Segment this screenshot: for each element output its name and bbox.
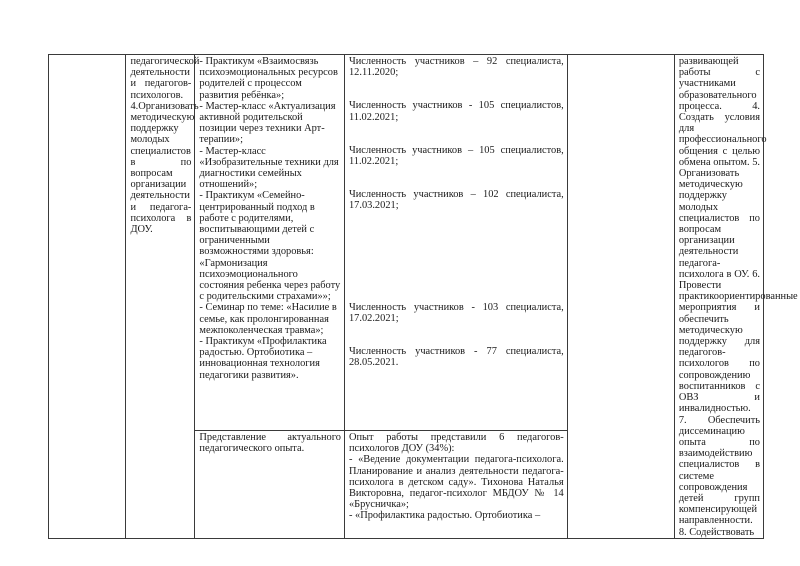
- participants-item: Численность участников - 103 специалиста, 17.02.2021;: [348, 301, 564, 324]
- experience-item: - «Профилактика радостью. Ортобиотика –: [348, 510, 541, 522]
- cell-empty-col5: [567, 55, 674, 539]
- tasks-text: педагогической деятельности и педагогов-психологов. 4.Организовать методическую поддержку молодых специалистов в по вопросам организации деятельности и педагога-психолога в ДОУ.: [130, 56, 200, 236]
- cell-participants: [344, 55, 567, 431]
- cell-empty-col1: [49, 55, 126, 539]
- event-item: - Семинар по теме: «Насилие в семье, как пролонгированная межпоколенческая травма»;: [199, 302, 337, 336]
- cell-experience-title: [195, 430, 345, 538]
- participants-item: Численность участников - 105 специалистов, 11.02.2021;: [348, 100, 564, 123]
- event-item: - Практикум «Профилактика радостью. Ортобиотика – инновационная технология педагогики развития».: [199, 336, 327, 381]
- goals-text: развивающей работы с участниками образовательного процесса. 4. Создать условия для профессионального общения с целью обмена опытом. 5. Организовать методическую поддержку молодых специалистов по вопросам организации деятельности педагога-психолога в ОУ. 6. Провести практикоориентированные мероприятия и обеспечить методическую поддержку для педагогов-психологов по сопровождению воспитанников с ОВЗ и инвалидностью. 7. Обеспечить диссеминацию опыта по взаимодействию специалистов в системе сопровождения детей групп компенсирующей направленности. 8. Содействовать: [678, 56, 798, 538]
- event-item: - Мастер-класс «Актуализация активной родительской позиции через техники Арт-терапии»;: [199, 100, 336, 146]
- event-item: - Мастер-класс «Изобразительные техники для диагностики семейных отношений»;: [199, 145, 339, 191]
- experience-item: - «Ведение документации педагога-психолога. Планирование и анализ деятельности педагога-психолога в детском саду». Тихонова Наталья Викторовна, педагог-психолог МБДОУ № 14 «Брусничка»;: [348, 454, 564, 511]
- cell-goals: [674, 55, 798, 539]
- cell-events: [195, 55, 345, 431]
- cell-tasks: [126, 55, 200, 539]
- participants-item: Численность участников – 102 специалиста, 17.03.2021;: [348, 189, 564, 212]
- experience-item: Опыт работы представили 6 педагогов-психологов ДОУ (34%):: [348, 431, 564, 455]
- cell-experience-details: [344, 430, 567, 538]
- event-item: - Практикум «Взаимосвязь психоэмоциональных ресурсов родителей с процессом развития ребёнка»;: [199, 56, 338, 101]
- report-table: [48, 54, 798, 539]
- experience-title-text: Представление актуального педагогического опыта.: [199, 431, 341, 455]
- table-row: [49, 55, 764, 431]
- participants-item: Численность участников – 105 специалистов, 11.02.2021;: [348, 144, 564, 168]
- participants-item: Численность участников – 92 специалиста, 12.11.2020;: [348, 56, 564, 79]
- event-item: - Практикум «Семейно-центрированный подход в работе с родителями, воспитывающими детей с ограниченными возможностями здоровья: «Гармонизация психоэмоционального состояния ребенка через работу с родительскими страхами»»;: [199, 190, 341, 303]
- participants-item: Численность участников - 77 специалиста, 28.05.2021.: [348, 346, 564, 369]
